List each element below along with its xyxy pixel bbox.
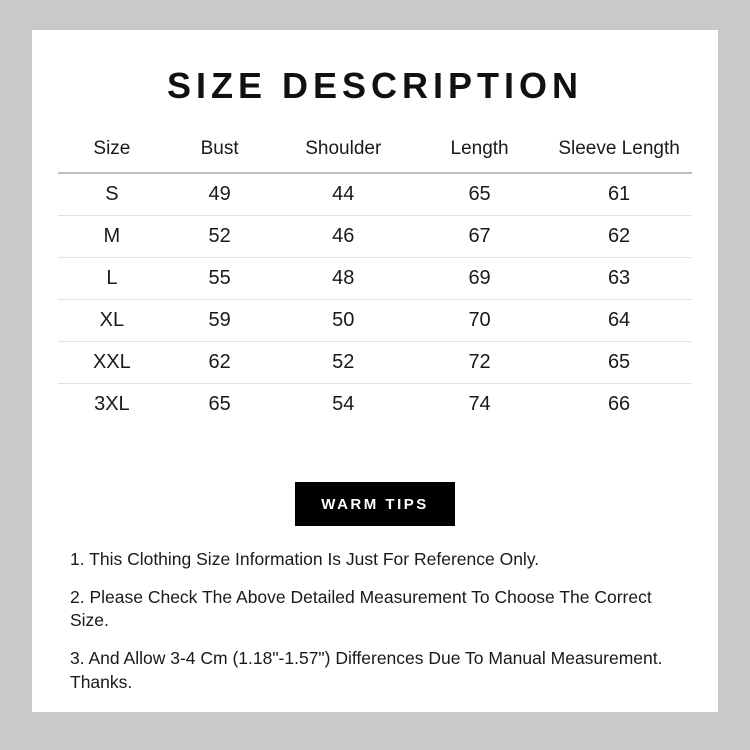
cell-bust: 49 <box>166 173 274 216</box>
cell-size: 3XL <box>94 393 130 415</box>
cell-size: XL <box>58 300 166 342</box>
column-header-length: Length <box>450 138 509 159</box>
cell-shoulder: 52 <box>274 342 413 384</box>
cell-sleeve-length: 65 <box>546 342 692 384</box>
table-row <box>58 342 692 384</box>
column-header-shoulder: Shoulder <box>305 138 382 159</box>
cell-shoulder: 54 <box>332 393 355 415</box>
cell-size: S <box>58 173 166 216</box>
size-table-container <box>58 130 692 425</box>
cell-size: XXL <box>58 342 166 384</box>
cell-length: 69 <box>413 258 546 300</box>
cell-size: M <box>58 216 166 258</box>
cell-sleeve-length: 63 <box>546 258 692 300</box>
cell-shoulder: 50 <box>274 300 413 342</box>
table-row <box>58 384 692 426</box>
cell-sleeve-length: 64 <box>546 300 692 342</box>
note-item: 3. And Allow 3-4 Cm (1.18"-1.57") Differences Due To Manual Measurement. Thanks. <box>70 647 663 692</box>
note-item: 1. This Clothing Size Information Is Just For Reference Only. <box>70 549 540 569</box>
cell-size: L <box>58 258 166 300</box>
size-chart-card <box>32 30 718 712</box>
table-row <box>58 300 692 342</box>
cell-sleeve-length: 66 <box>607 393 631 415</box>
cell-shoulder: 48 <box>274 258 413 300</box>
cell-bust: 52 <box>166 216 274 258</box>
notes-list <box>70 548 690 708</box>
cell-shoulder: 46 <box>274 216 413 258</box>
cell-sleeve-length: 61 <box>546 173 692 216</box>
column-header-sleeve-length: Sleeve Length <box>558 138 680 159</box>
cell-bust: 62 <box>166 342 274 384</box>
table-header <box>58 130 692 173</box>
page-title: SIZE DESCRIPTION <box>166 65 584 106</box>
cell-length: 74 <box>468 393 491 415</box>
table-body <box>58 173 692 425</box>
cell-length: 65 <box>413 173 546 216</box>
cell-bust: 65 <box>208 393 231 415</box>
column-header-bust: Bust <box>200 138 239 159</box>
cell-length: 72 <box>413 342 546 384</box>
cell-sleeve-length: 62 <box>546 216 692 258</box>
cell-bust: 55 <box>166 258 274 300</box>
cell-length: 67 <box>413 216 546 258</box>
size-table <box>58 130 692 425</box>
table-row <box>58 258 692 300</box>
table-row <box>58 173 692 216</box>
table-row <box>58 216 692 258</box>
table-header-row <box>58 130 692 173</box>
column-header-size: Size <box>93 138 131 159</box>
cell-bust: 59 <box>166 300 274 342</box>
cell-length: 70 <box>413 300 546 342</box>
warm-tips-badge: WARM TIPS <box>295 482 455 526</box>
cell-shoulder: 44 <box>274 173 413 216</box>
note-item: 2. Please Check The Above Detailed Measurement To Choose The Correct Size. <box>70 586 652 631</box>
